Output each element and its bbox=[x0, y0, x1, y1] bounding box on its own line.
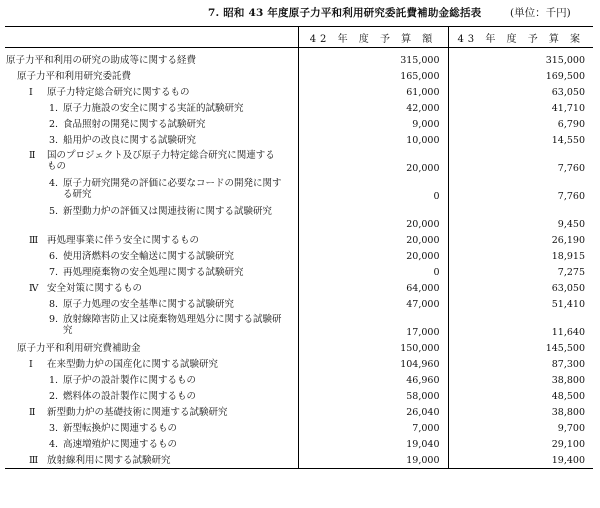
table-row bbox=[5, 340, 593, 356]
row-number: 4. bbox=[49, 178, 59, 189]
fy42-amount: 46,960 bbox=[298, 372, 448, 388]
row-label-cell bbox=[5, 312, 298, 340]
table-row bbox=[5, 176, 593, 204]
column-header-fy42: 42 年 度 予 算 額 bbox=[298, 27, 448, 48]
fy42-amount: 58,000 bbox=[298, 388, 448, 404]
table-row bbox=[5, 232, 593, 248]
fy42-amount: 9,000 bbox=[298, 116, 448, 132]
row-label-cell bbox=[5, 356, 298, 372]
row-label-cell bbox=[5, 204, 298, 232]
table-row bbox=[5, 420, 593, 436]
row-number: 3. bbox=[49, 423, 59, 434]
row-number: Ⅱ bbox=[29, 407, 36, 418]
fy42-amount: 10,000 bbox=[298, 132, 448, 148]
table-row bbox=[5, 84, 593, 100]
row-label: 原子力研究開発の評価に必要なコードの開発に関する研究 bbox=[63, 178, 282, 200]
row-label: 再処理廃棄物の安全処理に関する試験研究 bbox=[63, 267, 244, 278]
fy43-amount: 51,410 bbox=[448, 296, 593, 312]
fy42-amount: 104,960 bbox=[298, 356, 448, 372]
document-title: 7. 昭和 43 年度原子力平和利用研究委託費補助金総括表 bbox=[208, 7, 482, 19]
row-label: 安全対策に関するもの bbox=[47, 283, 143, 294]
row-label: 新型動力炉の基礎技術に関連する試験研究 bbox=[47, 407, 228, 418]
column-header-fy43: 43 年 度 予 算 案 bbox=[448, 27, 593, 48]
row-number: 2. bbox=[49, 391, 59, 402]
row-number: 5. bbox=[49, 206, 59, 217]
fy43-amount: 14,550 bbox=[448, 132, 593, 148]
table-header-row bbox=[5, 27, 593, 48]
table-row bbox=[5, 372, 593, 388]
row-label-cell bbox=[5, 116, 298, 132]
row-label-cell bbox=[5, 340, 298, 356]
fy42-amount: 20,000 bbox=[298, 232, 448, 248]
fy42-amount: 19,000 bbox=[298, 452, 448, 468]
row-number: Ⅱ bbox=[29, 150, 36, 161]
table-row bbox=[5, 436, 593, 452]
row-label-cell bbox=[5, 84, 298, 100]
fy43-amount: 87,300 bbox=[448, 356, 593, 372]
fy43-amount: 19,400 bbox=[448, 452, 593, 468]
table-row bbox=[5, 248, 593, 264]
fy43-amount: 26,190 bbox=[448, 232, 593, 248]
row-label-cell bbox=[5, 404, 298, 420]
fy43-amount: 41,710 bbox=[448, 100, 593, 116]
row-label: 在来型動力炉の国産化に関する試験研究 bbox=[47, 359, 219, 370]
table-row bbox=[5, 148, 593, 176]
document-header bbox=[0, 5, 600, 21]
fy43-amount: 63,050 bbox=[448, 280, 593, 296]
fy42-amount: 7,000 bbox=[298, 420, 448, 436]
table-row bbox=[5, 204, 593, 232]
table-row bbox=[5, 312, 593, 340]
table-row bbox=[5, 452, 593, 468]
fy42-amount: 19,040 bbox=[298, 436, 448, 452]
fy42-amount: 26,040 bbox=[298, 404, 448, 420]
table-row bbox=[5, 404, 593, 420]
table-row bbox=[5, 132, 593, 148]
row-label-cell bbox=[5, 280, 298, 296]
row-number: 3. bbox=[49, 135, 59, 146]
row-number: 8. bbox=[49, 299, 59, 310]
fy43-amount: 48,500 bbox=[448, 388, 593, 404]
row-label: 再処理事業に伴う安全に関するもの bbox=[47, 235, 200, 246]
row-label: 船用炉の改良に関する試験研究 bbox=[63, 135, 197, 146]
fy43-amount: 63,050 bbox=[448, 84, 593, 100]
fy43-amount: 6,790 bbox=[448, 116, 593, 132]
table-row bbox=[5, 116, 593, 132]
row-label-cell bbox=[5, 264, 298, 280]
fy43-amount: 9,700 bbox=[448, 420, 593, 436]
fy43-amount: 38,800 bbox=[448, 404, 593, 420]
fy43-amount: 9,450 bbox=[448, 204, 593, 232]
row-label-cell bbox=[5, 436, 298, 452]
row-label: 原子力平和利用研究費補助金 bbox=[17, 343, 141, 354]
table-row bbox=[5, 100, 593, 116]
fy43-amount: 7,760 bbox=[448, 148, 593, 176]
row-label: 原子力平和利用研究委託費 bbox=[17, 71, 132, 82]
row-label-cell bbox=[5, 248, 298, 264]
table-body bbox=[5, 48, 593, 469]
fy43-amount: 169,500 bbox=[448, 68, 593, 84]
table-row bbox=[5, 280, 593, 296]
row-label: 原子力平和利用の研究の助成等に関する経費 bbox=[6, 55, 197, 66]
fy42-amount: 47,000 bbox=[298, 296, 448, 312]
row-label-cell bbox=[5, 388, 298, 404]
row-label-cell bbox=[5, 452, 298, 468]
fy42-amount: 42,000 bbox=[298, 100, 448, 116]
fy42-amount: 315,000 bbox=[298, 52, 448, 68]
fy43-amount: 7,760 bbox=[448, 176, 593, 204]
row-label: 新型動力炉の評価又は関連技術に関する試験研究 bbox=[63, 206, 273, 217]
row-number: Ⅰ bbox=[29, 87, 33, 98]
row-number: 1. bbox=[49, 375, 59, 386]
row-label: 原子力特定総合研究に関するもの bbox=[47, 87, 190, 98]
row-number: Ⅳ bbox=[29, 283, 39, 294]
fy43-amount: 38,800 bbox=[448, 372, 593, 388]
table-row bbox=[5, 356, 593, 372]
row-label-cell bbox=[5, 100, 298, 116]
fy43-amount: 11,640 bbox=[448, 312, 593, 340]
row-label-cell bbox=[5, 232, 298, 248]
fy42-amount: 0 bbox=[298, 264, 448, 280]
row-label: 燃料体の設計製作に関するもの bbox=[63, 391, 197, 402]
fy42-amount: 61,000 bbox=[298, 84, 448, 100]
row-label: 食品照射の開発に関する試験研究 bbox=[63, 119, 206, 130]
row-label: 新型転換炉に関連するもの bbox=[63, 423, 178, 434]
fy42-amount: 150,000 bbox=[298, 340, 448, 356]
fy42-amount: 20,000 bbox=[298, 204, 448, 232]
row-label-cell bbox=[5, 372, 298, 388]
fy42-amount: 20,000 bbox=[298, 248, 448, 264]
fy42-amount: 17,000 bbox=[298, 312, 448, 340]
row-label: 国のプロジェクト及び原子力特定総合研究に関連するもの bbox=[47, 150, 275, 172]
fy42-amount: 165,000 bbox=[298, 68, 448, 84]
row-label: 放射線障害防止又は廃棄物処理処分に関する試験研究 bbox=[63, 314, 282, 336]
table-row bbox=[5, 388, 593, 404]
fy42-amount: 0 bbox=[298, 176, 448, 204]
fy43-amount: 315,000 bbox=[448, 52, 593, 68]
row-number: 2. bbox=[49, 119, 59, 130]
row-label: 原子力施設の安全に関する実証的試験研究 bbox=[63, 103, 244, 114]
table-row bbox=[5, 68, 593, 84]
column-header-item bbox=[5, 27, 298, 48]
fy43-amount: 145,500 bbox=[448, 340, 593, 356]
fy42-amount: 64,000 bbox=[298, 280, 448, 296]
budget-table bbox=[5, 26, 593, 469]
row-label: 原子炉の設計製作に関するもの bbox=[63, 375, 197, 386]
row-number: Ⅰ bbox=[29, 359, 33, 370]
row-label-cell bbox=[5, 132, 298, 148]
row-label: 放射線利用に関する試験研究 bbox=[47, 455, 171, 466]
fy43-amount: 18,915 bbox=[448, 248, 593, 264]
row-label-cell bbox=[5, 148, 298, 176]
row-number: 1. bbox=[49, 103, 59, 114]
row-label: 原子力処理の安全基準に関する試験研究 bbox=[63, 299, 235, 310]
row-number: Ⅲ bbox=[29, 235, 39, 246]
row-label-cell bbox=[5, 420, 298, 436]
fy43-amount: 29,100 bbox=[448, 436, 593, 452]
table-row bbox=[5, 264, 593, 280]
table-row bbox=[5, 296, 593, 312]
row-label-cell bbox=[5, 52, 298, 68]
row-number: 6. bbox=[49, 251, 59, 262]
row-number: 4. bbox=[49, 439, 59, 450]
table-row bbox=[5, 52, 593, 68]
row-label-cell bbox=[5, 296, 298, 312]
row-number: Ⅲ bbox=[29, 455, 39, 466]
unit-note: (単位：千円) bbox=[510, 7, 571, 19]
row-label: 使用済燃料の安全輸送に関する試験研究 bbox=[63, 251, 235, 262]
fy43-amount: 7,275 bbox=[448, 264, 593, 280]
row-number: 9. bbox=[49, 314, 59, 325]
row-label: 高速増殖炉に関連するもの bbox=[63, 439, 178, 450]
row-number: 7. bbox=[49, 267, 59, 278]
row-label-cell bbox=[5, 68, 298, 84]
row-label-cell bbox=[5, 176, 298, 204]
fy42-amount: 20,000 bbox=[298, 148, 448, 176]
